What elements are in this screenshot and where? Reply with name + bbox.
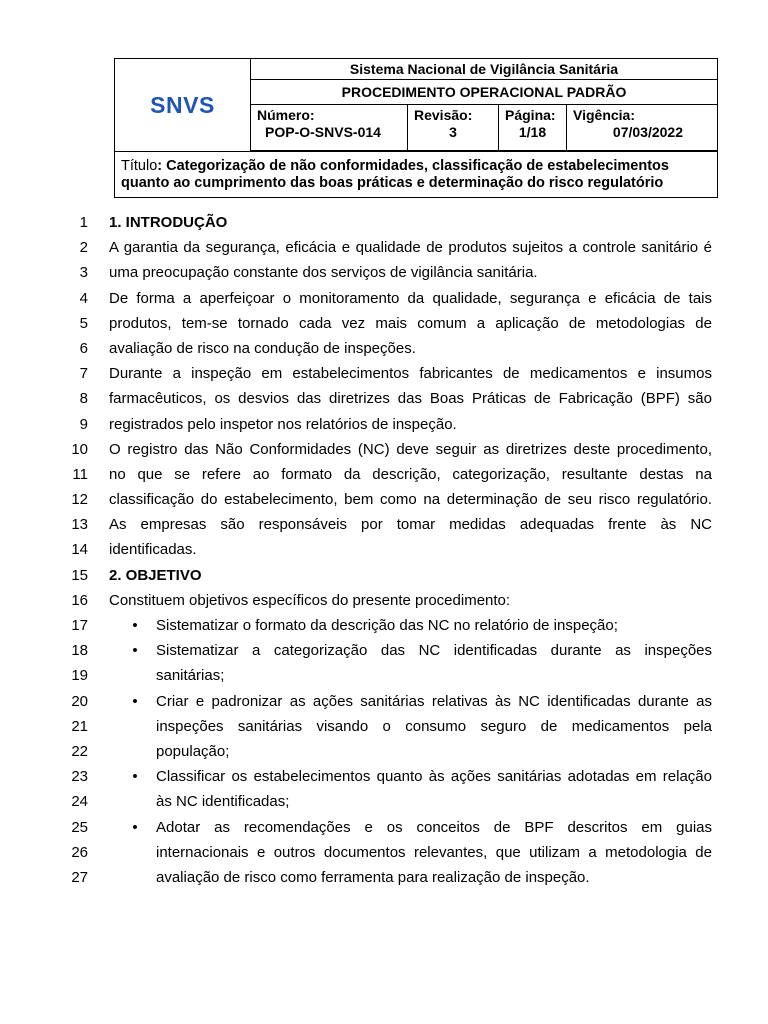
line-number: 11 <box>72 465 88 483</box>
text-line <box>0 235 768 260</box>
bullet-icon: • <box>132 818 138 836</box>
vigencia-cell <box>567 105 717 150</box>
bullet-text: população; <box>156 742 230 760</box>
titulo-line1: : Categorização de não conformidades, classificação de estabelecimentos <box>157 158 669 174</box>
line-number: 13 <box>71 516 88 534</box>
bullet-text: às NC identificadas; <box>156 793 290 811</box>
text-line <box>0 361 768 386</box>
revisao-value: 3 <box>449 124 457 140</box>
line-number: 24 <box>71 793 88 811</box>
paragraph-text: De forma a aperfeiçoar o monitoramento da qualidade, segurança e eficácia de tais <box>109 289 712 307</box>
line-number: 23 <box>71 768 88 786</box>
text-line <box>0 638 768 663</box>
bullet-text: Sistematizar o formato da descrição das NC no relatório de inspeção; <box>156 617 618 634</box>
text-line <box>0 386 768 411</box>
text-line <box>0 739 768 764</box>
procedure-type-row <box>251 80 717 105</box>
line-number: 8 <box>79 390 88 408</box>
numero-value: POP-O-SNVS-014 <box>265 124 381 140</box>
line-number: 7 <box>79 365 88 383</box>
titulo-line2: quanto ao cumprimento das boas práticas e determinação do risco regulatório <box>121 175 664 191</box>
line-number: 21 <box>71 717 88 735</box>
line-number: 25 <box>71 818 88 836</box>
line-number: 6 <box>79 339 88 357</box>
text-line <box>0 512 768 537</box>
line-number: 12 <box>71 491 88 509</box>
logo-cell <box>115 59 251 151</box>
title-row <box>115 151 717 197</box>
bullet-text: Classificar os estabelecimentos quanto às ações sanitárias adotadas em relação <box>156 768 712 786</box>
paragraph-text: O registro das Não Conformidades (NC) deve seguir as diretrizes deste procedimento, <box>109 440 712 458</box>
bullet-icon: • <box>132 768 138 786</box>
metadata-row <box>251 105 717 151</box>
text-line <box>0 210 768 235</box>
pagina-cell <box>499 105 567 150</box>
revisao-cell <box>408 105 499 150</box>
line-number: 9 <box>79 415 88 433</box>
text-line <box>0 412 768 437</box>
paragraph-text: registrados pelo inspetor nos relatórios de inspeção. <box>109 415 457 433</box>
paragraph-text: A garantia da segurança, eficácia e qualidade de produtos sujeitos a controle sanitário é <box>109 239 712 257</box>
text-line <box>0 689 768 714</box>
text-line <box>0 336 768 361</box>
text-line <box>0 537 768 562</box>
text-line <box>0 764 768 789</box>
system-name-row <box>251 59 717 80</box>
text-line <box>0 714 768 739</box>
line-number: 20 <box>71 692 88 710</box>
vigencia-value: 07/03/2022 <box>612 124 683 140</box>
system-name: Sistema Nacional de Vigilância Sanitária <box>349 61 619 77</box>
bullet-text: Adotar as recomendações e os conceitos de BPF descritos em guias <box>156 818 712 836</box>
line-number: 22 <box>71 742 88 760</box>
section-heading: 1. INTRODUÇÃO <box>109 214 228 231</box>
line-number: 15 <box>71 566 88 584</box>
bullet-text: Criar e padronizar as ações sanitárias relativas às NC identificadas durante as <box>156 692 712 710</box>
paragraph-text: avaliação de risco na condução de inspeções. <box>109 339 416 357</box>
bullet-text: internacionais e outros documentos relevantes, que utilizam a metodologia de <box>156 843 712 861</box>
text-line <box>0 260 768 285</box>
paragraph-text: classificação do estabelecimento, bem como na determinação de seu risco regulatório. <box>109 491 712 509</box>
document-body <box>0 210 768 890</box>
paragraph-text: Durante a inspeção em estabelecimentos fabricantes de medicamentos e insumos <box>109 365 712 383</box>
revisao-label: Revisão: <box>414 107 473 123</box>
pagina-label: Página: <box>505 107 556 123</box>
text-line <box>0 563 768 588</box>
bullet-text: sanitárias; <box>156 667 225 685</box>
section-heading: 2. OBJETIVO <box>109 566 202 584</box>
bullet-icon: • <box>132 617 138 634</box>
text-line <box>0 840 768 865</box>
snvs-logo: SNVS <box>150 91 215 118</box>
bullet-text: inspeções sanitárias visando o consumo seguro de medicamentos pela <box>156 717 712 735</box>
text-line <box>0 613 768 638</box>
bullet-text: Sistematizar a categorização das NC identificadas durante as inspeções <box>156 642 712 660</box>
bullet-icon: • <box>132 642 138 660</box>
paragraph-text: As empresas são responsáveis por tomar medidas adequadas frente às NC <box>109 516 712 534</box>
procedure-type: PROCEDIMENTO OPERACIONAL PADRÃO <box>341 84 627 100</box>
bullet-icon: • <box>132 692 138 710</box>
line-number: 26 <box>71 843 88 861</box>
titulo-label: Título <box>121 158 158 174</box>
line-number: 1 <box>79 214 88 231</box>
line-number: 17 <box>71 617 88 634</box>
text-line <box>0 462 768 487</box>
line-number: 2 <box>79 239 88 257</box>
text-line <box>0 311 768 336</box>
text-line <box>0 815 768 840</box>
text-line <box>0 865 768 890</box>
numero-label: Número: <box>257 107 315 123</box>
text-line <box>0 588 768 613</box>
paragraph-text: identificadas. <box>109 541 197 559</box>
text-line <box>0 286 768 311</box>
numero-cell <box>251 105 408 150</box>
pagina-value: 1/18 <box>518 124 547 140</box>
paragraph-text: no que se refere ao formato da descrição, categorização, resultante destas na <box>109 465 712 483</box>
paragraph-text: Constituem objetivos específicos do presente procedimento: <box>109 591 511 609</box>
bullet-text: avaliação de risco como ferramenta para realização de inspeção. <box>156 868 590 886</box>
line-number: 19 <box>71 667 88 685</box>
line-number: 3 <box>79 264 88 282</box>
text-line <box>0 437 768 462</box>
paragraph-text: produtos, tem-se tornado cada vez mais comum a aplicação de metodologias de <box>109 314 712 332</box>
line-number: 16 <box>71 591 88 609</box>
paragraph-text: uma preocupação constante dos serviços de vigilância sanitária. <box>109 264 538 282</box>
line-number: 10 <box>71 440 88 458</box>
line-number: 14 <box>71 541 88 559</box>
paragraph-text: farmacêuticos, os desvios das diretrizes das Boas Práticas de Fabricação (BPF) são <box>109 390 712 408</box>
line-number: 4 <box>79 289 88 307</box>
vigencia-label: Vigência: <box>573 107 635 123</box>
line-number: 5 <box>79 314 88 332</box>
text-line <box>0 487 768 512</box>
line-number: 27 <box>71 868 88 886</box>
line-number: 18 <box>71 642 88 660</box>
text-line <box>0 789 768 814</box>
document-header <box>114 58 718 198</box>
text-line <box>0 663 768 688</box>
